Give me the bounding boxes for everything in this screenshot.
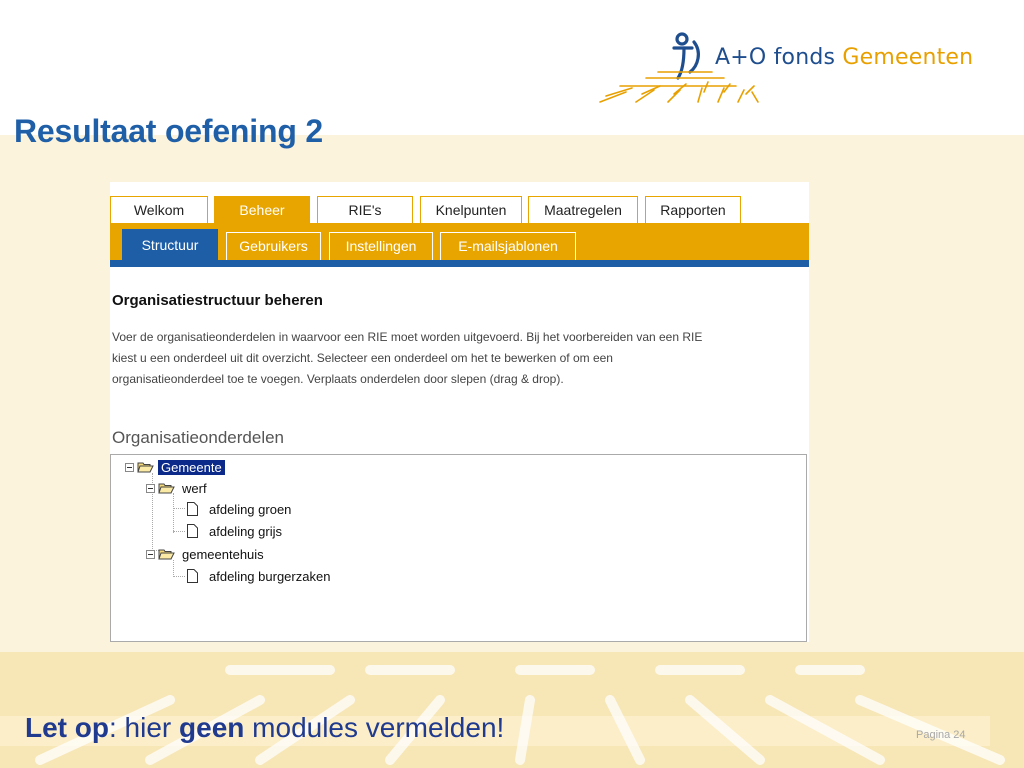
intro-line: Voer de organisatieonderdelen in waarvoor een RIE moet worden uitgevoerd. Bij het voorbereiden van een RIE [112,330,703,344]
tab-rapporten[interactable]: Rapporten [645,196,741,223]
collapse-toggle-icon[interactable] [146,550,155,559]
tree-node-label[interactable]: afdeling burgerzaken [209,568,331,584]
tree-node-label[interactable]: Gemeente [158,460,225,475]
page-heading: Organisatiestructuur beheren [112,292,323,309]
background-pattern [0,640,1024,768]
main-tab-bar [110,196,809,223]
intro-text [112,327,809,390]
sub-tab-bar [110,223,809,260]
footer-lead: Let op [25,712,109,743]
tab-welkom[interactable]: Welkom [110,196,208,223]
subtab-instellingen[interactable]: Instellingen [329,232,433,260]
footer-rest: modules vermelden! [244,712,505,743]
tree-node-gemeente[interactable] [125,458,225,476]
subtab-emailsjablonen[interactable]: E-mailsjablonen [440,232,576,260]
subtab-gebruikers[interactable]: Gebruikers [226,232,321,260]
folder-open-icon [158,548,175,560]
collapse-toggle-icon[interactable] [146,484,155,493]
tree-line [173,576,185,577]
tree-line [173,508,185,509]
subtab-structuur[interactable]: Structuur [122,229,218,260]
section-title: Organisatieonderdelen [112,428,285,447]
collapse-toggle-icon[interactable] [125,463,134,472]
tree-node-label[interactable]: werf [182,480,207,496]
logo-text-part1: A+O fonds [715,45,836,70]
tree-node-label[interactable]: gemeentehuis [182,546,264,562]
tab-divider [110,260,809,267]
footer-note [25,712,504,744]
tree-node-gemeentehuis[interactable] [146,545,267,563]
folder-open-icon [158,482,175,494]
tree-node-afdeling-grijs[interactable] [187,522,285,540]
logo-text [715,45,973,70]
document-icon [187,569,198,583]
tree-node-label[interactable]: afdeling grijs [209,523,282,539]
footer-sep: : hier [109,712,180,743]
tab-ries[interactable]: RIE's [317,196,413,223]
app-screenshot [110,182,809,642]
tab-knelpunten[interactable]: Knelpunten [420,196,522,223]
tree-node-afdeling-burgerzaken[interactable] [187,567,333,585]
intro-line: kiest u een onderdeel uit dit overzicht. Selecteer een onderdeel om het te bewerken of om een [112,351,613,365]
org-tree [110,454,807,642]
tree-node-label[interactable]: afdeling groen [209,501,292,517]
tree-line [173,531,185,532]
tree-node-afdeling-groen[interactable] [187,500,294,518]
slide-title: Resultaat oefening 2 [14,113,323,149]
intro-line: organisatieonderdeel toe te voegen. Verplaats onderdelen door slepen (drag & drop). [112,372,564,386]
tab-maatregelen[interactable]: Maatregelen [528,196,638,223]
tree-node-werf[interactable] [146,479,210,497]
document-icon [187,502,198,516]
page-number: Pagina 24 [916,729,966,741]
tab-beheer[interactable]: Beheer [214,196,310,223]
folder-open-icon [137,461,154,473]
tree-line [173,493,174,533]
document-icon [187,524,198,538]
logo-text-part2: Gemeenten [842,45,974,70]
footer-emphasis: geen [179,712,245,743]
logo-mark [596,30,1006,110]
